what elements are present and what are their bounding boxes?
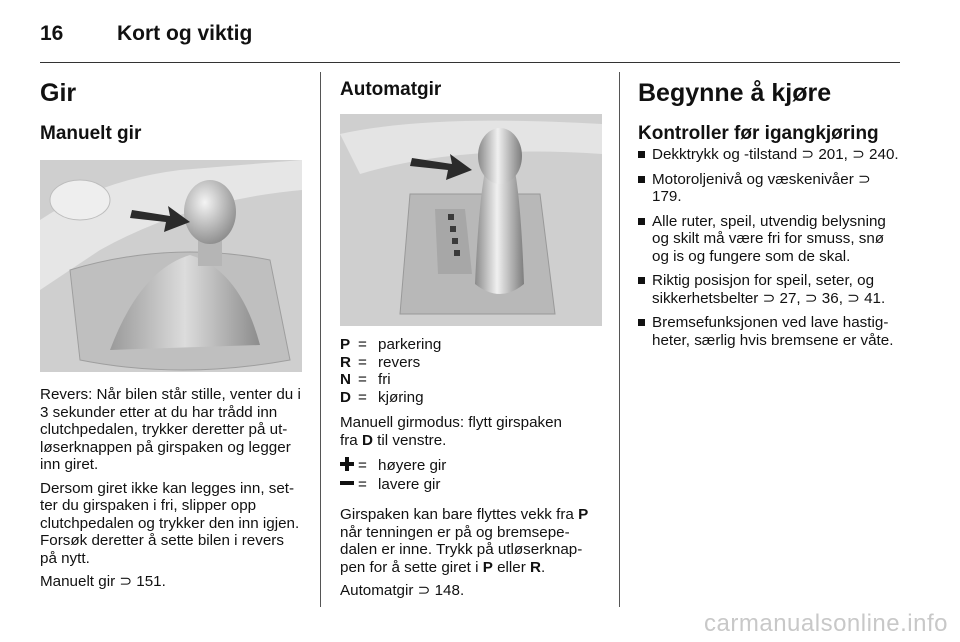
- legend-row-n: [340, 371, 602, 389]
- lever-key-r: R: [530, 558, 541, 576]
- column-manual-gear: [40, 72, 305, 591]
- subtitle-pre-drive-checks: Kontroller før igangkjøring: [638, 123, 879, 144]
- legend-label: revers: [378, 353, 421, 371]
- minus-icon: [340, 476, 358, 495]
- legend-key: D: [340, 388, 351, 406]
- subtitle-manual-gear: Manuelt gir: [40, 123, 142, 144]
- legend-label-minus: lavere gir: [378, 475, 441, 493]
- list-item: Bremsefunksjonen ved lave hastig-heter, særlig hvis bremsene er våte.: [638, 314, 903, 349]
- watermark: carmanualsonline.info: [704, 610, 948, 637]
- manual-gearshift-drawing: [40, 160, 302, 372]
- manual-mode-end: til venstre.: [377, 431, 447, 449]
- legend-row-minus: [340, 476, 602, 495]
- legend-label: fri: [378, 371, 391, 388]
- automatic-gearshift-drawing: [340, 114, 602, 326]
- paragraph-manual-mode: [340, 414, 602, 449]
- paragraph-reverse: Revers: Når bilen står stille, venter du i 3 sekunder etter at du har trådd inn clutchpedalen, trykker deretter på ut-løserknappen på girspaken og legger inn giret.: [40, 386, 301, 473]
- plus-icon: [340, 457, 358, 476]
- lever-text-a: Girspaken kan bare flyttes vekk fra: [340, 506, 574, 523]
- shift-legend: [340, 457, 602, 494]
- section-title-gir: Gir: [40, 79, 77, 107]
- column-divider-1: [320, 72, 321, 607]
- legend-eq: =: [358, 457, 367, 474]
- lever-text-eller: eller: [497, 558, 526, 576]
- reference-automatic-gear: Automatgir ⊃ 148.: [340, 582, 465, 599]
- legend-row-plus: [340, 457, 602, 476]
- legend-row-r: [340, 354, 602, 372]
- column-divider-2: [619, 72, 620, 607]
- bullet-icon: [638, 151, 645, 158]
- lever-key-p: P: [578, 506, 589, 523]
- gear-legend: [340, 336, 602, 406]
- legend-key: P: [340, 336, 351, 353]
- bullet-icon: [638, 277, 645, 284]
- legend-row-p: [340, 336, 602, 354]
- paragraph-reverse-retry: Dersom giret ikke kan legges inn, set-ter du girspaken i fri, slipper opp clutchpedalen og trykker den inn igjen. Forsøk deretter å sette bilen i revers på nytt.: [40, 479, 300, 567]
- list-item: Alle ruter, speil, utvendig belysning og skilt må være fri for smuss, snø og is og fungere som de skal.: [638, 213, 903, 266]
- automatic-gear-illustration: [340, 114, 602, 326]
- subtitle-automatic-gear: Automatgir: [340, 79, 442, 100]
- checklist: [638, 146, 903, 349]
- reference-manual-gear: Manuelt gir ⊃ 151.: [40, 573, 166, 590]
- legend-row-d: [340, 389, 602, 407]
- legend-key: N: [340, 371, 351, 388]
- lever-text-b: når tenningen er på og bremsepe-dalen er inne. Trykk på utløserknap-pen for å sette giret i: [340, 523, 583, 576]
- manual-mode-line1: Manuell girmodus: flytt girspaken: [340, 414, 563, 431]
- legend-key: R: [340, 353, 351, 371]
- lever-text-dot: .: [540, 558, 546, 576]
- header-title: Kort og viktig: [117, 22, 253, 45]
- manual-gear-illustration: [40, 160, 302, 372]
- section-title-start-driving: Begynne å kjøre: [638, 79, 832, 107]
- header-rule: [40, 62, 900, 63]
- legend-eq: =: [358, 336, 367, 353]
- list-item: Dekktrykk og -tilstand ⊃ 201, ⊃ 240.: [638, 146, 903, 164]
- legend-eq: =: [358, 353, 367, 371]
- legend-label: kjøring: [378, 388, 424, 406]
- legend-eq: =: [358, 371, 367, 388]
- legend-label-plus: høyere gir: [378, 457, 447, 474]
- manual-mode-key: D: [361, 431, 373, 449]
- legend-eq: =: [358, 475, 367, 493]
- legend-eq: =: [358, 388, 367, 406]
- bullet-icon: [638, 319, 645, 326]
- lever-key-p2: P: [482, 558, 493, 576]
- paragraph-lever-release: [340, 506, 602, 576]
- bullet-icon: [638, 218, 645, 225]
- column-automatic-gear: [340, 72, 602, 600]
- list-item: Riktig posisjon for speil, seter, og sikkerhetsbelter ⊃ 27, ⊃ 36, ⊃ 41.: [638, 272, 903, 307]
- bullet-icon: [638, 176, 645, 183]
- page-number: 16: [40, 22, 64, 45]
- column-start-driving: [638, 72, 903, 356]
- legend-label: parkering: [378, 336, 442, 353]
- list-item: Motoroljenivå og væskenivåer ⊃ 179.: [638, 171, 903, 206]
- manual-mode-fra: fra: [340, 431, 358, 449]
